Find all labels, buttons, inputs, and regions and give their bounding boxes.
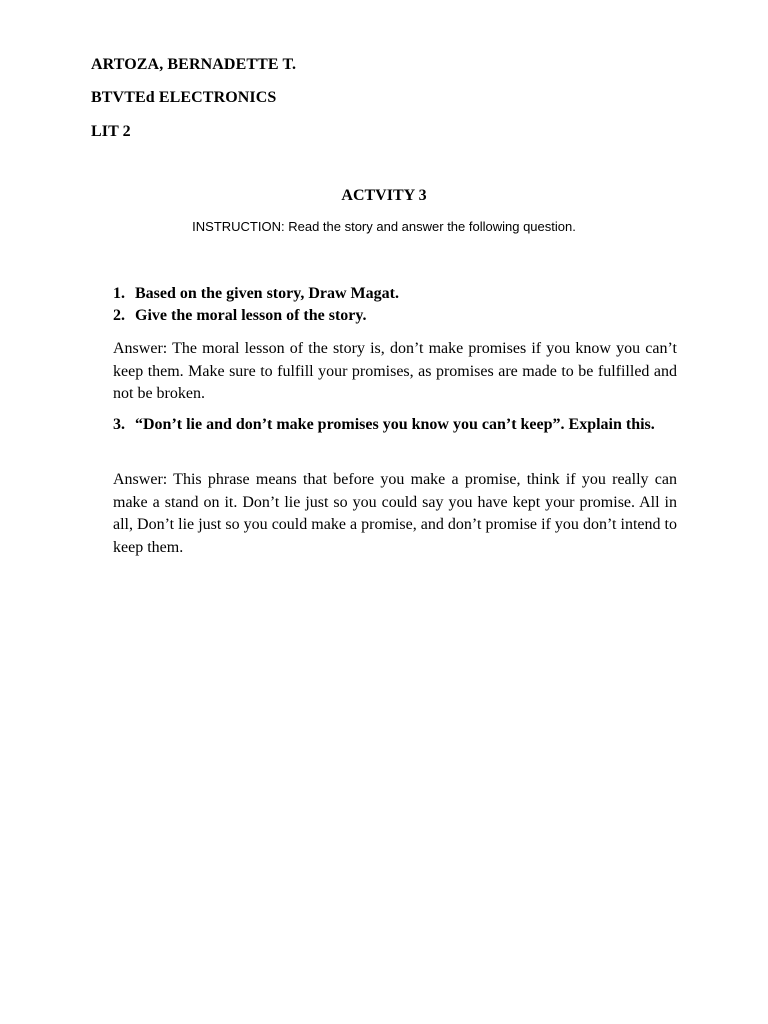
question-text: Based on the given story, Draw Magat. [135, 285, 399, 302]
question-2 [113, 305, 677, 327]
student-name: ARTOZA, BERNADETTE T. [91, 56, 297, 73]
course-name: BTVTEd ELECTRONICS [91, 89, 277, 106]
answer-3: Answer: This phrase means that before you make a promise, think if you really can make a stand on it. Don’t lie just so you could say you have kept your promise. All in all, Don’t lie just so you could make a promise, and don’t promise if you don’t intend to keep them. [113, 471, 677, 556]
question-1 [113, 283, 677, 305]
subject-code: LIT 2 [91, 123, 131, 140]
instruction-label: INSTRUCTION: [192, 219, 285, 234]
instruction [0, 219, 768, 234]
question-number: 1. [113, 285, 125, 302]
answer-2: Answer: The moral lesson of the story is, don’t make promises if you know you can’t keep them. Make sure to fulfill your promises, as promises are made to be fulfilled and not be broken. [113, 340, 677, 402]
question-text: “Don’t lie and don’t make promises you know you can’t keep”. Explain this. [135, 416, 655, 433]
instruction-text: Read the story and answer the following question. [284, 219, 576, 234]
question-3 [113, 414, 677, 436]
question-text: Give the moral lesson of the story. [135, 307, 367, 324]
activity-title: ACTVITY 3 [341, 187, 427, 204]
question-number: 3. [113, 416, 125, 433]
question-number: 2. [113, 307, 125, 324]
